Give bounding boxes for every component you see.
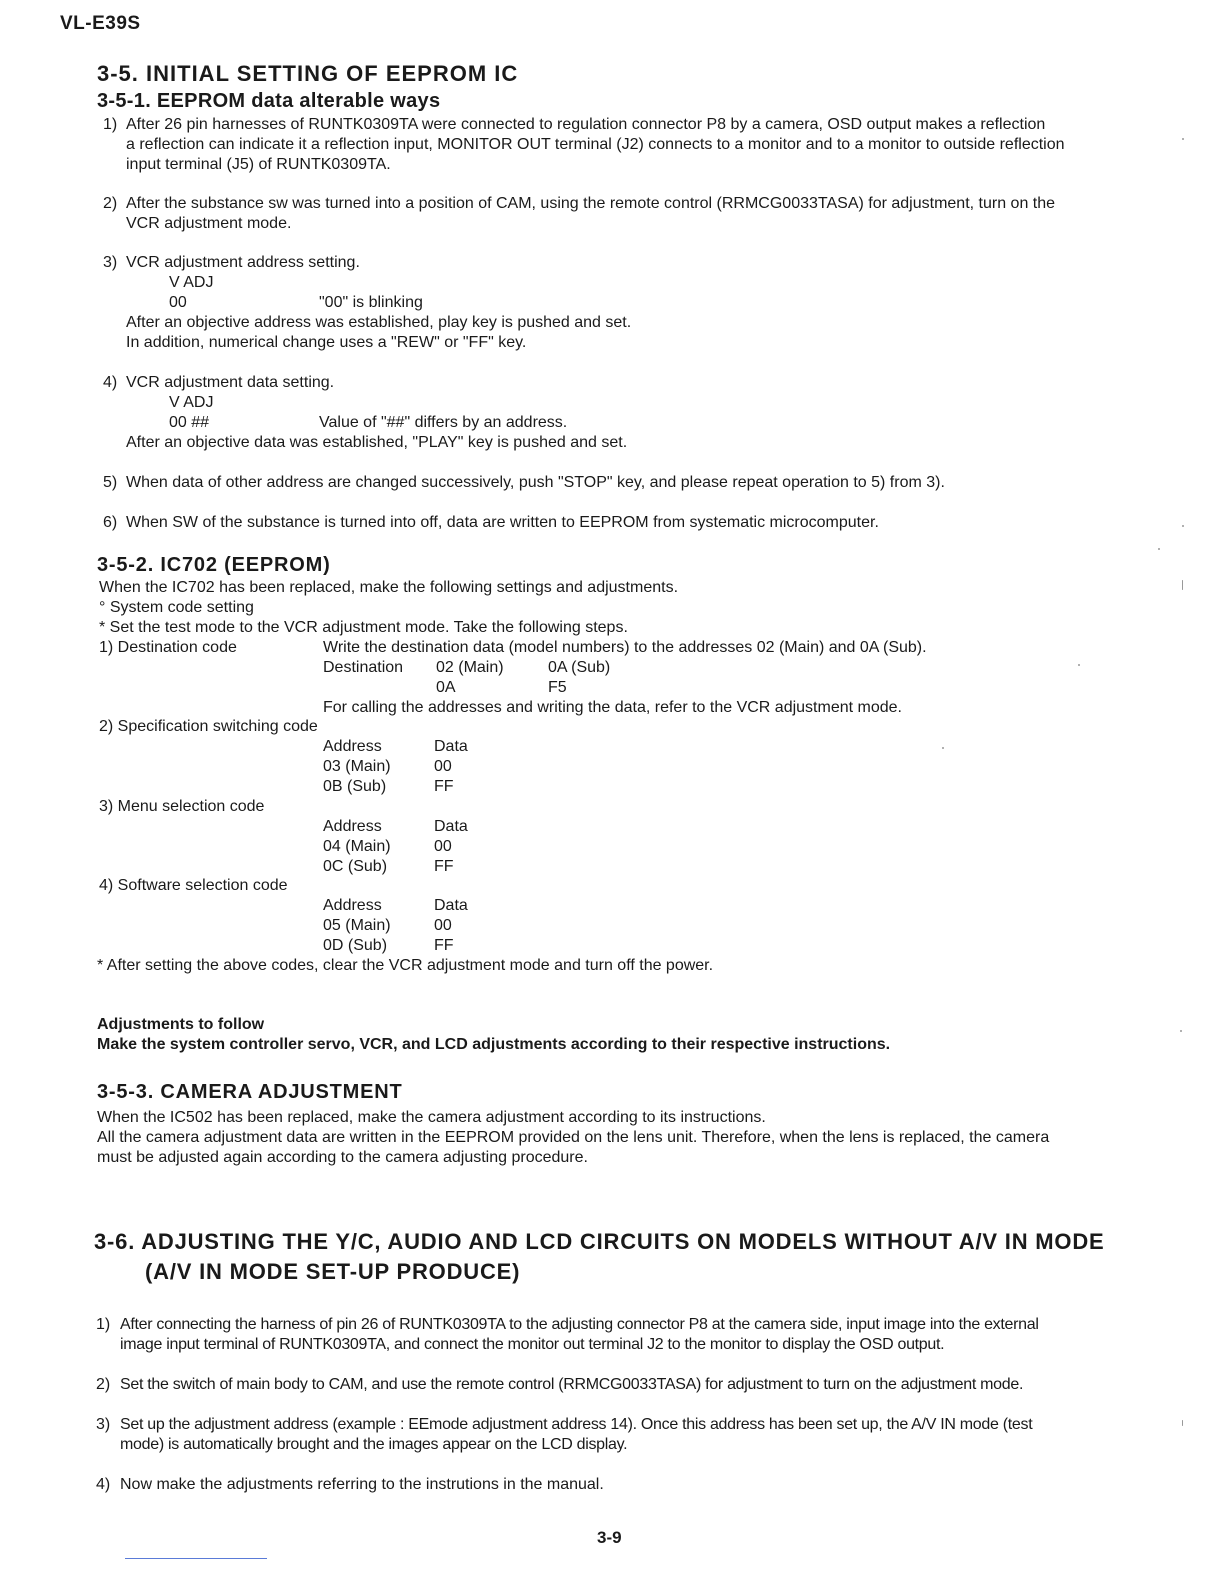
scan-speck — [1158, 548, 1160, 550]
step-number: 2) — [103, 195, 118, 212]
table-cell-address: 0B (Sub) — [323, 778, 387, 795]
scan-speck — [1078, 664, 1080, 666]
paragraph-line: image input terminal of RUNTK0309TA, and connect the monitor out terminal J2 to the monitor to display the OSD output. — [120, 1336, 945, 1353]
paragraph-line: a reflection can indicate it a reflection input, MONITOR OUT terminal (J2) connects to a monitor and to a monitor to outside reflection — [126, 136, 1065, 153]
s36-step-1-text — [120, 1315, 1039, 1355]
s36-step-2-text: Set the switch of main body to CAM, and use the remote control (RRMCG0033TASA) for adjustment to turn on the adjustment mode. — [120, 1376, 1024, 1393]
paragraph-line: After the substance sw was turned into a position of CAM, using the remote control (RRMCG0033TASA) for adjustment, turn on the — [126, 195, 1056, 212]
s36-step-3-text — [120, 1415, 1032, 1455]
paragraph-line: must be adjusted again according to the camera adjusting procedure. — [97, 1149, 588, 1166]
step-6-text: When SW of the substance is turned into off, data are written to EEPROM from systematic microcomputer. — [126, 514, 879, 531]
scan-speck — [1182, 138, 1184, 140]
table-cell-data: FF — [434, 858, 454, 875]
step-number: 6) — [103, 514, 118, 531]
step-2-text — [126, 194, 1055, 234]
table-header-data: Data — [434, 818, 468, 835]
table-header-address: Address — [323, 818, 382, 835]
display-note: Value of "##" differs by an address. — [319, 414, 568, 431]
table-cell-data: 00 — [434, 758, 452, 775]
table-cell-address: 0C (Sub) — [323, 858, 388, 875]
step-3-text: VCR adjustment address setting. — [126, 254, 360, 271]
step-3-line: In addition, numerical change uses a "REW" or "FF" key. — [126, 334, 527, 351]
spec-code-label: 2) Specification switching code — [99, 718, 318, 735]
destination-table-header: Destination — [323, 659, 404, 676]
destination-table-cell: 0A — [436, 679, 456, 696]
table-header-address: Address — [323, 738, 382, 755]
paragraph-line: All the camera adjustment data are written in the EEPROM provided on the lens unit. Therefore, when the lens is replaced, the camera — [97, 1129, 1050, 1146]
section-3-5-3-title: 3-5-3. CAMERA ADJUSTMENT — [97, 1081, 403, 1103]
step-number: 3) — [96, 1416, 111, 1433]
camera-adjustment-text — [97, 1108, 1049, 1168]
table-cell-address: 03 (Main) — [323, 758, 391, 775]
table-header-address: Address — [323, 897, 382, 914]
destination-reference: For calling the addresses and writing the data, refer to the VCR adjustment mode. — [323, 699, 902, 716]
section-3-6-title: 3-6. ADJUSTING THE Y/C, AUDIO AND LCD CIRCUITS ON MODELS WITHOUT A/V IN MODE — [94, 1229, 1105, 1254]
section-3-5-2-title: 3-5-2. IC702 (EEPROM) — [97, 554, 331, 576]
destination-table-header: 0A (Sub) — [548, 659, 611, 676]
table-cell-data: FF — [434, 778, 454, 795]
step-1-text — [126, 115, 1065, 175]
step-4-text: VCR adjustment data setting. — [126, 374, 335, 391]
page-number: 3-9 — [597, 1528, 622, 1547]
paragraph-line: input terminal (J5) of RUNTK0309TA. — [126, 156, 391, 173]
table-cell-address: 04 (Main) — [323, 838, 391, 855]
step-number: 4) — [96, 1476, 111, 1493]
scan-speck — [1182, 580, 1183, 590]
table-header-data: Data — [434, 897, 468, 914]
step-number: 5) — [103, 474, 118, 491]
scan-speck — [1180, 1030, 1182, 1032]
scan-speck — [942, 747, 944, 749]
menu-code-label: 3) Menu selection code — [99, 798, 265, 815]
step-number: 1) — [96, 1316, 111, 1333]
destination-table-cell: F5 — [548, 679, 567, 696]
system-code-bullet: ° System code setting — [99, 599, 254, 616]
s36-step-4-text: Now make the adjustments referring to the instrutions in the manual. — [120, 1476, 604, 1493]
table-cell-data: 00 — [434, 838, 452, 855]
adjustments-follow-title: Adjustments to follow — [97, 1016, 265, 1033]
paragraph-line: After connecting the harness of pin 26 of RUNTK0309TA to the adjusting connector P8 at the camera side, input image into the external — [120, 1316, 1039, 1333]
table-cell-data: 00 — [434, 917, 452, 934]
step-number: 1) — [103, 116, 118, 133]
section-3-5-1-title: 3-5-1. EEPROM data alterable ways — [97, 90, 441, 112]
table-header-data: Data — [434, 738, 468, 755]
table-cell-address: 0D (Sub) — [323, 937, 388, 954]
display-label: V ADJ — [169, 274, 214, 291]
section-3-5-title: 3-5. INITIAL SETTING OF EEPROM IC — [97, 61, 519, 86]
paragraph-line: VCR adjustment mode. — [126, 215, 292, 232]
model-number: VL-E39S — [60, 13, 141, 34]
table-cell-data: FF — [434, 937, 454, 954]
footer-rule — [125, 1558, 267, 1559]
display-value: 00 ## — [169, 414, 210, 431]
display-value: 00 — [169, 294, 187, 311]
table-cell-address: 05 (Main) — [323, 917, 391, 934]
adjustments-follow-text: Make the system controller servo, VCR, and LCD adjustments according to their respective instructions. — [97, 1036, 891, 1053]
power-off-note: * After setting the above codes, clear the VCR adjustment mode and turn off the power. — [97, 957, 714, 974]
destination-table-header: 02 (Main) — [436, 659, 504, 676]
scan-speck — [1182, 1420, 1183, 1426]
test-mode-note: * Set the test mode to the VCR adjustment mode. Take the following steps. — [99, 619, 628, 636]
step-5-text: When data of other address are changed successively, push "STOP" key, and please repeat operation to 5) from 3). — [126, 474, 945, 491]
section-3-6-subtitle: (A/V IN MODE SET-UP PRODUCE) — [145, 1259, 521, 1284]
step-number: 2) — [96, 1376, 111, 1393]
step-number: 4) — [103, 374, 118, 391]
display-note: "00" is blinking — [319, 294, 423, 311]
paragraph-line: When the IC502 has been replaced, make the camera adjustment according to its instructions. — [97, 1109, 766, 1126]
paragraph-line: After 26 pin harnesses of RUNTK0309TA were connected to regulation connector P8 by a camera, OSD output makes a reflection — [126, 116, 1046, 133]
ic702-intro: When the IC702 has been replaced, make the following settings and adjustments. — [99, 579, 679, 596]
destination-code-label: 1) Destination code — [99, 639, 237, 656]
paragraph-line: Set up the adjustment address (example : EEmode adjustment address 14). Once this address has been set up, the A/V IN mode (test — [120, 1416, 1033, 1433]
step-4-line: After an objective data was established, "PLAY" key is pushed and set. — [126, 434, 628, 451]
software-code-label: 4) Software selection code — [99, 877, 288, 894]
display-label: V ADJ — [169, 394, 214, 411]
destination-code-text: Write the destination data (model numbers) to the addresses 02 (Main) and 0A (Sub). — [323, 639, 927, 656]
step-3-line: After an objective address was established, play key is pushed and set. — [126, 314, 632, 331]
scan-speck — [1182, 525, 1184, 527]
step-number: 3) — [103, 254, 118, 271]
paragraph-line: mode) is automatically brought and the images appear on the LCD display. — [120, 1436, 628, 1453]
